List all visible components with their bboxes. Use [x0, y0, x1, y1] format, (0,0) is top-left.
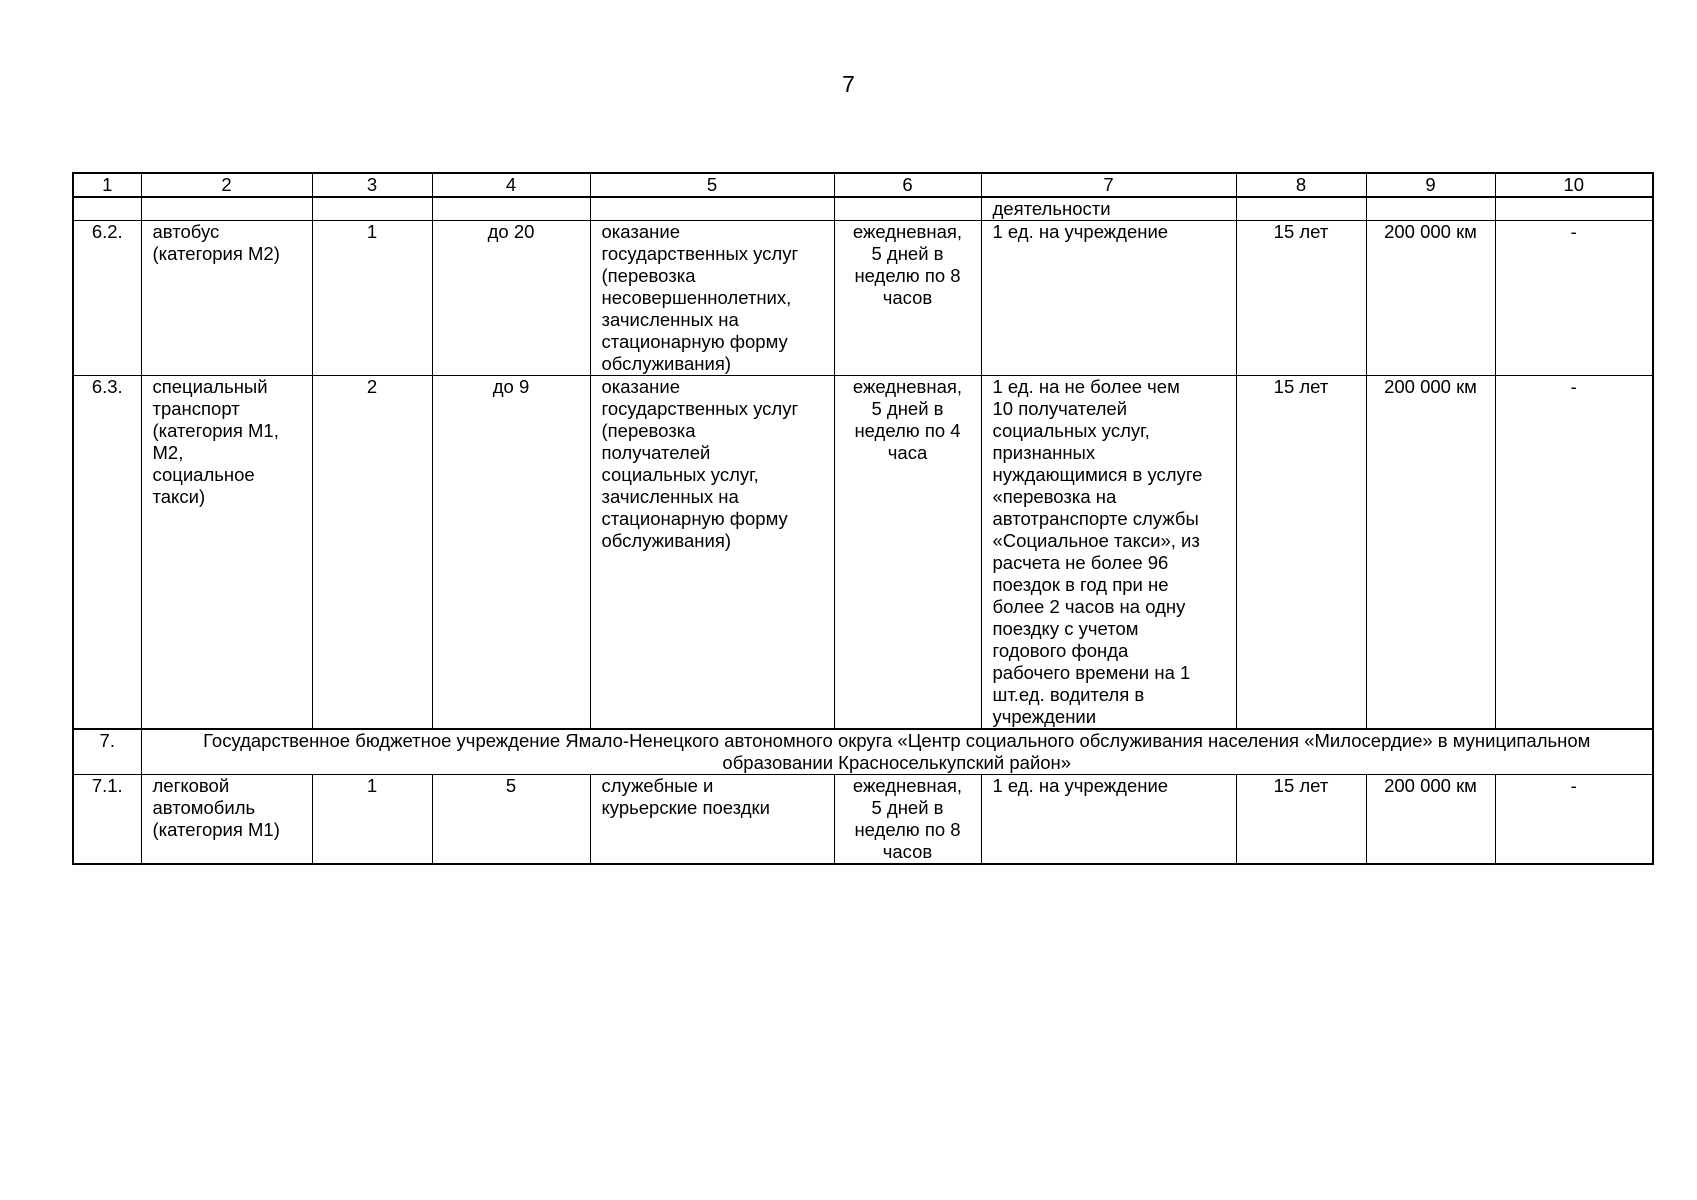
table-row [73, 775, 1653, 865]
cont-cell-10 [1495, 197, 1653, 221]
note: - [1495, 775, 1653, 865]
operating-mode: ежедневная, 5 дней в неделю по 4 часа [834, 376, 981, 730]
header-cell-4: 4 [432, 173, 590, 197]
table-row [73, 376, 1653, 730]
row-number: 6.2. [73, 221, 141, 376]
continuation-row [73, 197, 1653, 221]
vehicle-purpose: служебные и курьерские поездки [590, 775, 834, 865]
vehicle-purpose: оказание государственных услуг (перевозка получателей социальных услуг, зачисленных на стационарную форму обслуживания) [590, 376, 834, 730]
vehicle-seats: до 20 [432, 221, 590, 376]
vehicle-type: автобус (категория М2) [141, 221, 312, 376]
header-cell-8: 8 [1236, 173, 1366, 197]
operating-mode: ежедневная, 5 дней в неделю по 8 часов [834, 221, 981, 376]
vehicle-quantity: 1 [312, 775, 432, 865]
header-cell-1: 1 [73, 173, 141, 197]
service-term: 15 лет [1236, 775, 1366, 865]
mileage-limit: 200 000 км [1366, 376, 1495, 730]
vehicle-type: специальный транспорт (категория М1, М2, социальное такси) [141, 376, 312, 730]
section-title: Государственное бюджетное учреждение Ямало-Ненецкого автономного округа «Центр социального обслуживания населения «Милосердие» в муниципальном образовании Красноселькупский район» [141, 729, 1653, 775]
header-cell-5: 5 [590, 173, 834, 197]
vehicle-seats: 5 [432, 775, 590, 865]
cont-cell-1 [73, 197, 141, 221]
table-row [73, 221, 1653, 376]
cont-cell-3 [312, 197, 432, 221]
cont-cell-8 [1236, 197, 1366, 221]
mileage-limit: 200 000 км [1366, 221, 1495, 376]
vehicle-type: легковой автомобиль (категория М1) [141, 775, 312, 865]
header-cell-3: 3 [312, 173, 432, 197]
cont-cell-4 [432, 197, 590, 221]
note: - [1495, 221, 1653, 376]
service-term: 15 лет [1236, 221, 1366, 376]
header-cell-2: 2 [141, 173, 312, 197]
cont-cell-5 [590, 197, 834, 221]
service-term: 15 лет [1236, 376, 1366, 730]
header-cell-10: 10 [1495, 173, 1653, 197]
row-number: 6.3. [73, 376, 141, 730]
vehicle-norms-table [72, 172, 1654, 865]
row-number: 7.1. [73, 775, 141, 865]
section-row [73, 729, 1653, 775]
operating-mode: ежедневная, 5 дней в неделю по 8 часов [834, 775, 981, 865]
allocation-norm: 1 ед. на учреждение [981, 221, 1236, 376]
header-cell-7: 7 [981, 173, 1236, 197]
allocation-norm: 1 ед. на не более чем 10 получателей социальных услуг, признанных нуждающимися в услуге «перевозка на автотранспорте службы «Социальное такси», из расчета не более 96 поездок в год при не более 2 часов на одну поездку с учетом годового фонда рабочего времени на 1 шт.ед. водителя в учреждении [981, 376, 1236, 730]
page-number: 7 [842, 71, 855, 97]
note: - [1495, 376, 1653, 730]
vehicle-seats: до 9 [432, 376, 590, 730]
vehicle-quantity: 2 [312, 376, 432, 730]
vehicle-quantity: 1 [312, 221, 432, 376]
vehicle-purpose: оказание государственных услуг (перевозка несовершеннолетних, зачисленных на стационарную форму обслуживания) [590, 221, 834, 376]
table-header-row [73, 173, 1653, 197]
allocation-norm: 1 ед. на учреждение [981, 775, 1236, 865]
cont-cell-norm: деятельности [981, 197, 1236, 221]
cont-cell-2 [141, 197, 312, 221]
cont-cell-6 [834, 197, 981, 221]
cont-cell-9 [1366, 197, 1495, 221]
mileage-limit: 200 000 км [1366, 775, 1495, 865]
header-cell-9: 9 [1366, 173, 1495, 197]
header-cell-6: 6 [834, 173, 981, 197]
section-number: 7. [73, 729, 141, 775]
